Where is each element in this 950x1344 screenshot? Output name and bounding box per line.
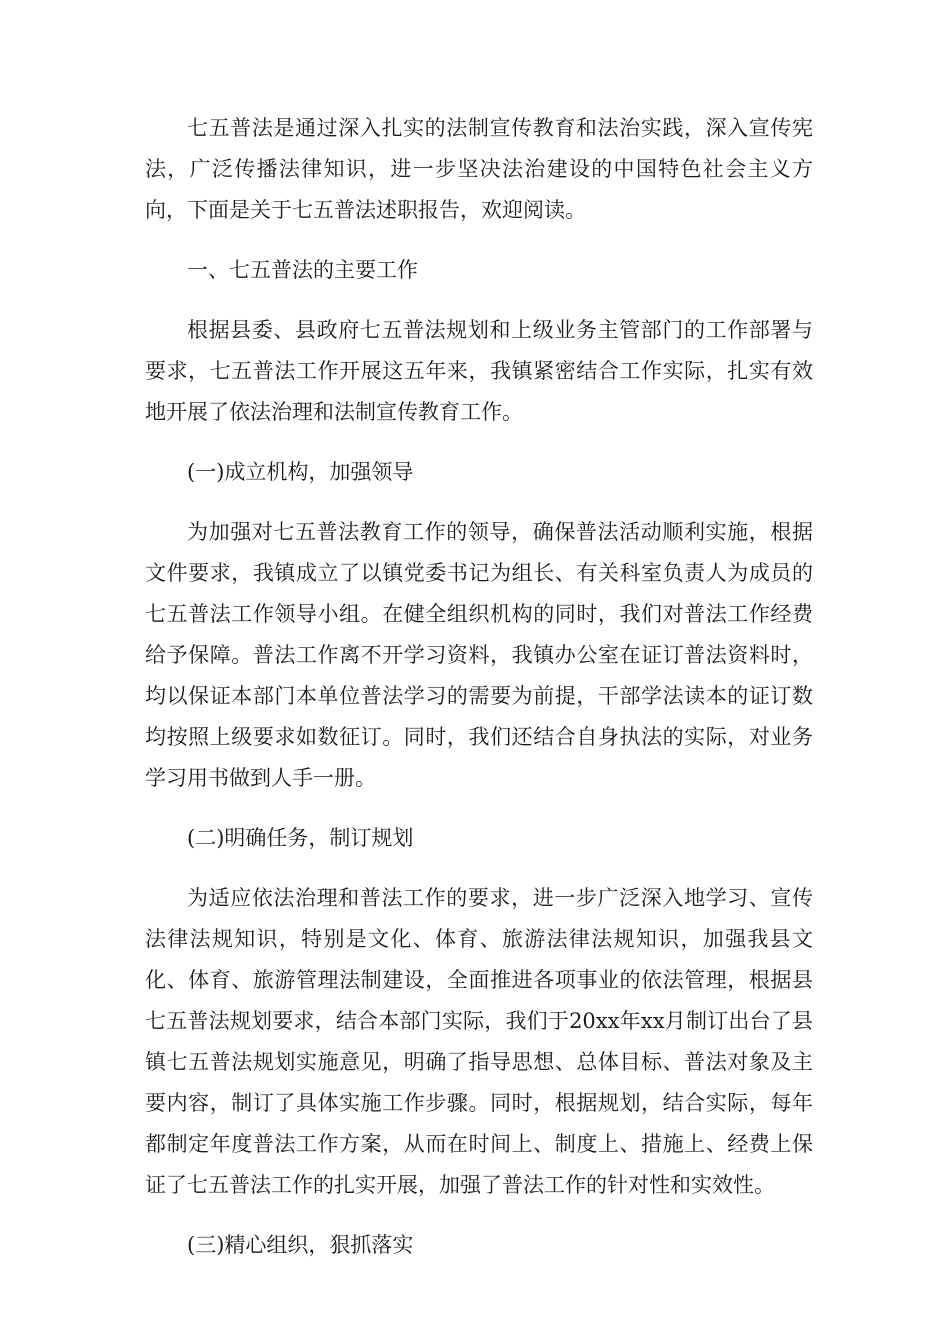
subsection-heading-3: (三)精心组织，狠抓落实	[187, 1233, 414, 1257]
body-paragraph: 为加强对七五普法教育工作的领导，确保普法活动顺利实施，根据文件要求，我镇成立了以镇党委书记为组长、有关科室负责人为成员的七五普法工作领导小组。在健全组织机构的同时，我们对普法工作经费给予保障。普法工作离不开学习资料，我镇办公室在证订普法资料时，均以保证本部门本单位普法学习的需要为前提，干部学法读本的证订数均按照上级要求如数征订。同时，我们还结合自身执法的实际，对业务学习用书做到人手一册。	[145, 520, 813, 790]
section-heading-main-work: 一、七五普法的主要工作	[187, 258, 418, 282]
subsection-heading-1: (一)成立机构，加强领导	[187, 460, 414, 484]
subsection-heading-2: (二)明确任务，制订规划	[187, 826, 414, 850]
document-body	[145, 108, 813, 1285]
body-paragraph: 为适应依法治理和普法工作的要求，进一步广泛深入地学习、宣传法律法规知识，特别是文化、体育、旅游法律法规知识，加强我县文化、体育、旅游管理法制建设，全面推进各项事业的依法管理，根据县七五普法规划要求，结合本部门实际，我们于20xx年xx月制订出台了县镇七五普法规划实施意见，明确了指导思想、总体目标、普法对象及主要内容，制订了具体实施工作步骤。同时，根据规划，结合实际，每年都制定年度普法工作方案，从而在时间上、制度上、措施上、经费上保证了七五普法工作的扎实开展，加强了普法工作的针对性和实效性。	[145, 886, 813, 1197]
intro-paragraph: 七五普法是通过深入扎实的法制宣传教育和法治实践，深入宣传宪法，广泛传播法律知识，进一步坚决法治建设的中国特色社会主义方向，下面是关于七五普法述职报告，欢迎阅读。	[145, 116, 813, 222]
body-paragraph: 根据县委、县政府七五普法规划和上级业务主管部门的工作部署与要求，七五普法工作开展这五年来，我镇紧密结合工作实际，扎实有效地开展了依法治理和法制宣传教育工作。	[145, 318, 813, 424]
